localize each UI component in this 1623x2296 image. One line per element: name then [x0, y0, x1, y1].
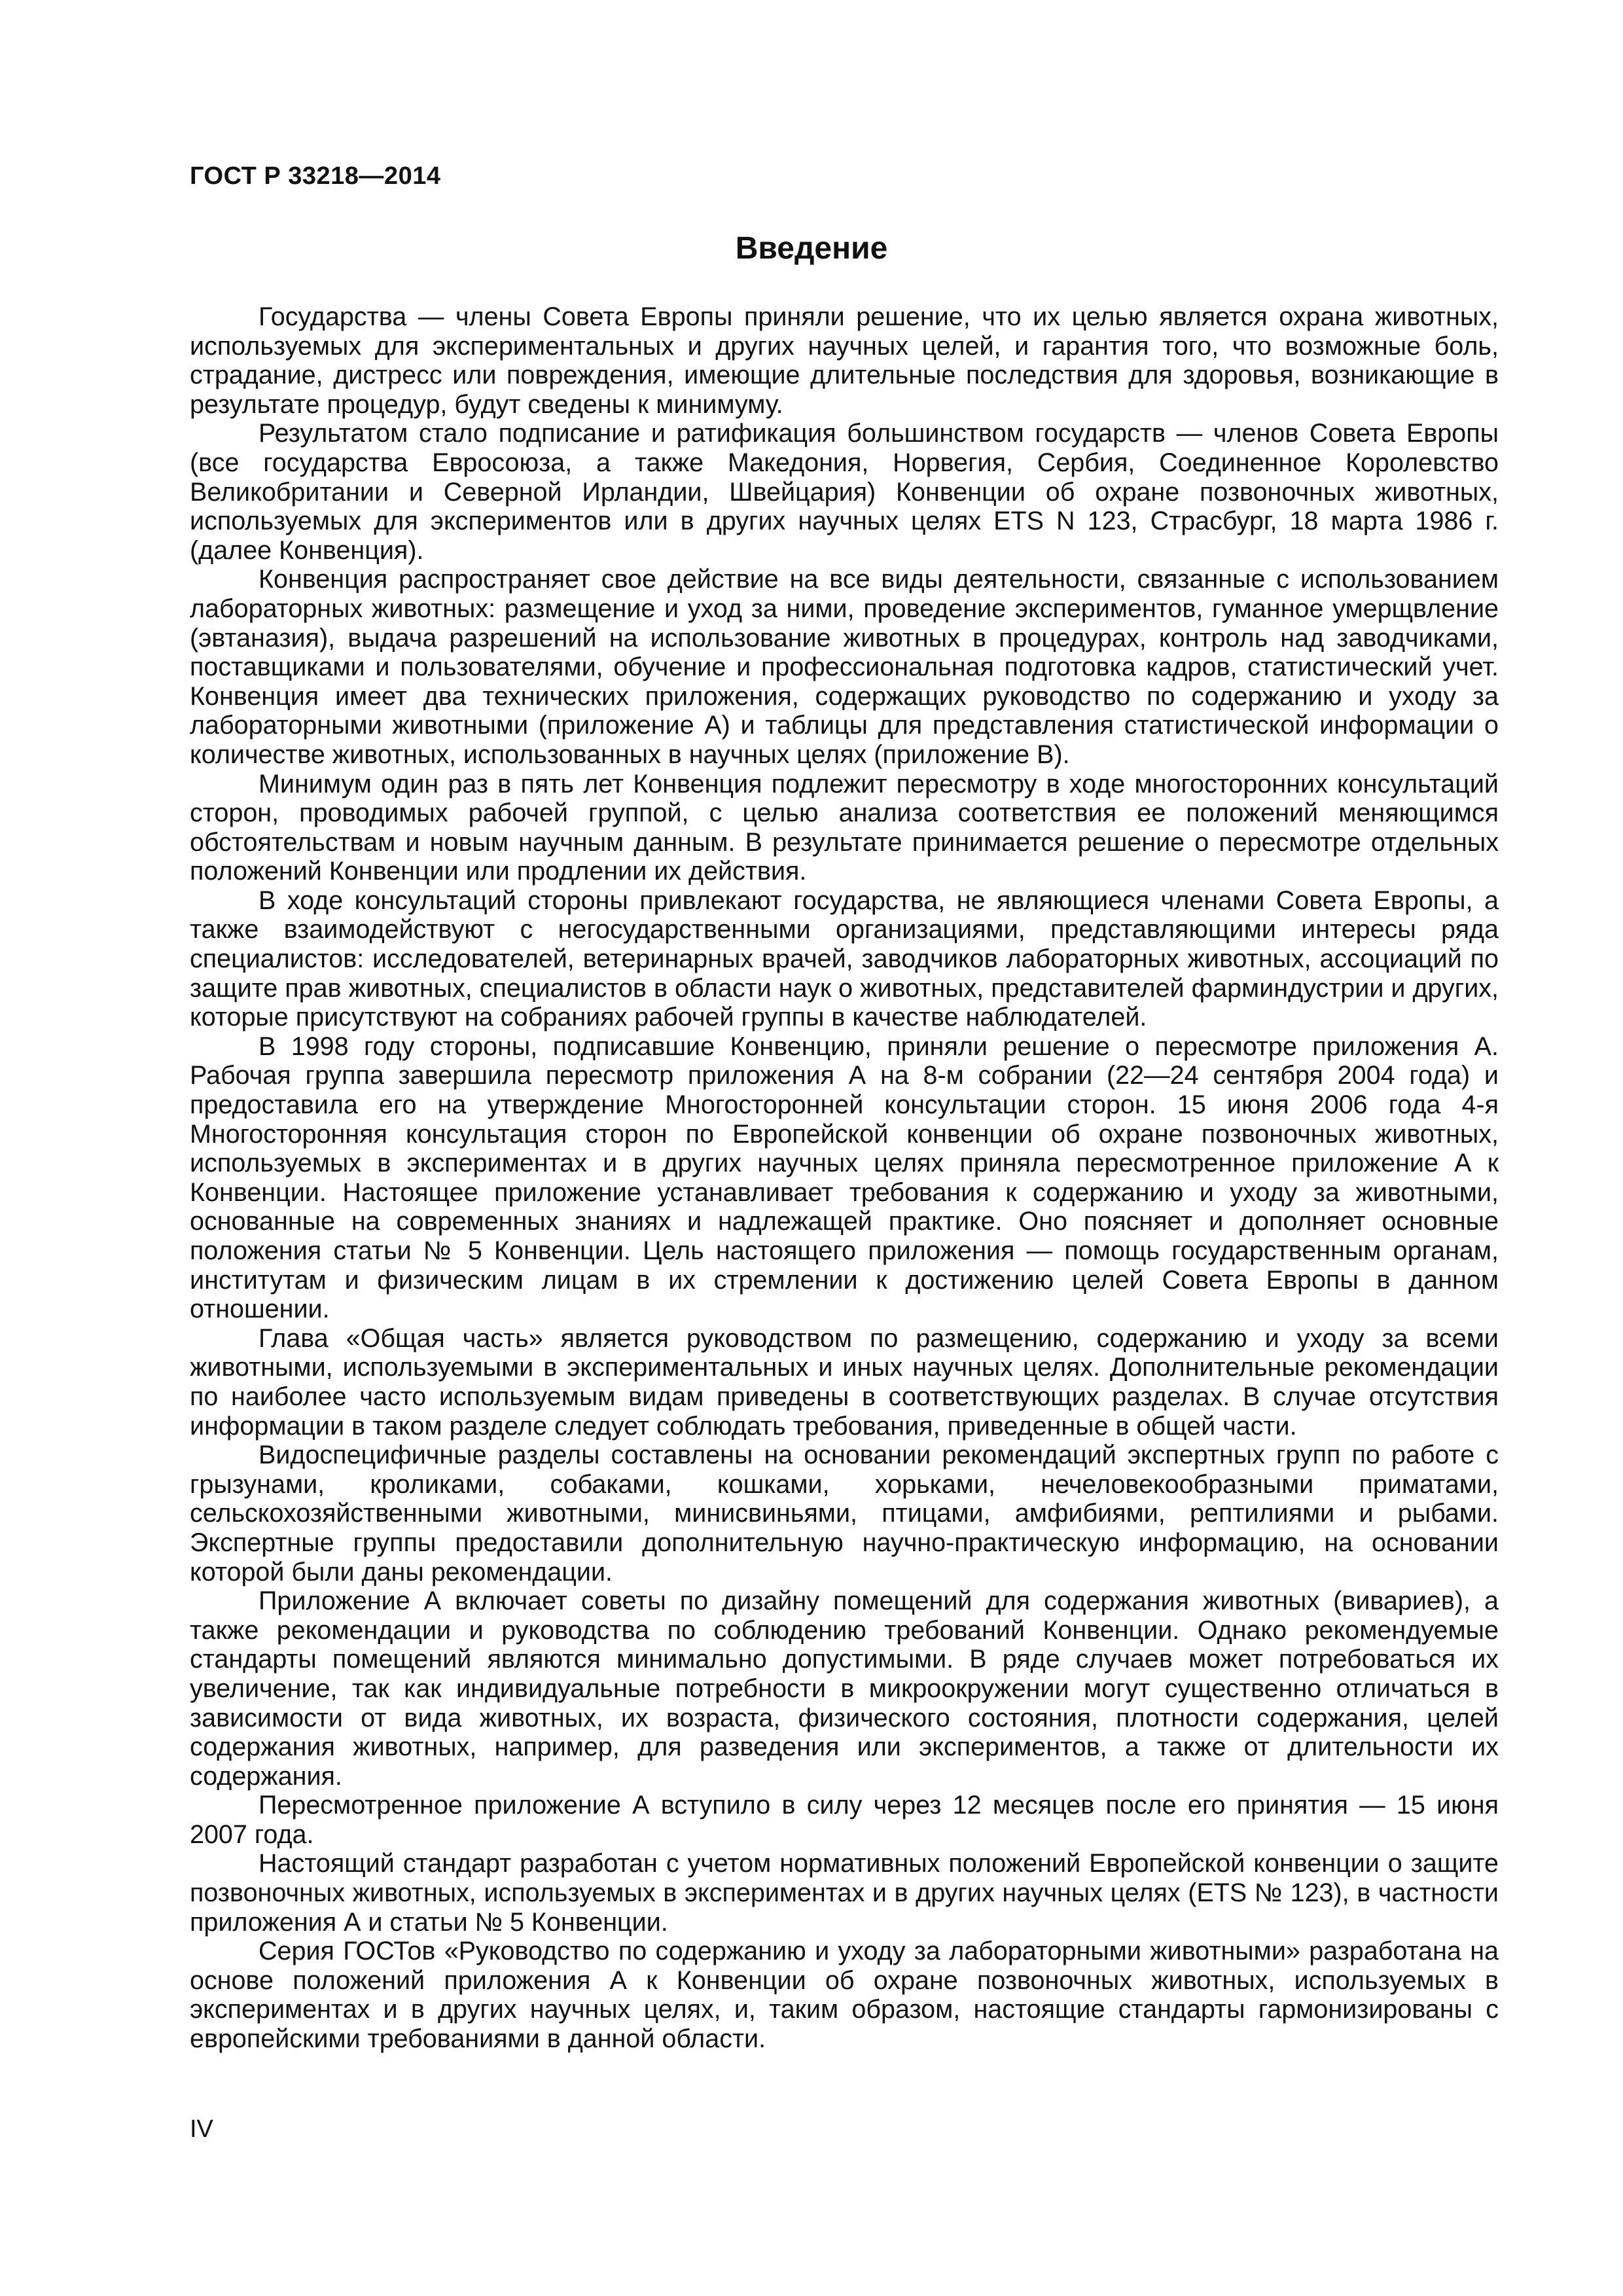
paragraph: В 1998 году стороны, подписавшие Конвенцию, приняли решение о пересмотре приложения А. Рабочая группа завершила пересмотр приложения А на 8-м собрании (22—24 сентября 2004 года) и предоставила его на утверждение Многосторонней консультации сторон. 15 июня 2006 года 4-я Многосторонняя консультация сторон по Европейской конвенции об охране позвоночных животных, используемых в экспериментах и в других научных целях приняла пересмотренное приложение А к Конвенции. Настоящее приложение устанавливает требования к содержанию и уходу за животными, основанные на современных знаниях и надлежащей практике. Оно поясняет и дополняет основные положения статьи № 5 Конвенции. Цель настоящего приложения — помощь государственным органам, институтам и физическим лицам в их стремлении к достижению целей Совета Европы в данном отношении.	[190, 1031, 1499, 1324]
page-number: IV	[190, 2115, 213, 2143]
paragraph: Приложение А включает советы по дизайну помещений для содержания животных (вивариев), а также рекомендации и руководства по соблюдению требований Конвенции. Однако рекомендуемые стандарты помещений являются минимально допустимыми. В ряде случаев может потребоваться их увеличение, так как индивидуальные потребности в микроокружении могут существенно отличаться в зависимости от вида животных, их возраста, физического состояния, плотности содержания, целей содержания животных, например, для разведения или экспериментов, а также от длительности их содержания.	[190, 1587, 1499, 1791]
paragraph: Минимум один раз в пять лет Конвенция подлежит пересмотру в ходе многосторонних консультаций сторон, проводимых рабочей группой, с целью анализа соответствия ее положений меняющимся обстоятельствам и новым научным данным. В результате принимается решение о пересмотре отдельных положений Конвенции или продлении их действия.	[190, 769, 1499, 886]
paragraph: Видоспецифичные разделы составлены на основании рекомендаций экспертных групп по работе с грызунами, кроликами, собаками, кошками, хорьками, нечеловекообразными приматами, сельскохозяйственными животными, минисвиньями, птицами, амфибиями, рептилиями и рыбами. Экспертные группы предоставили дополнительную научно-практическую информацию, на основании которой были даны рекомендации.	[190, 1441, 1499, 1587]
paragraph: Результатом стало подписание и ратификация большинством государств — членов Совета Европы (все государства Евросоюза, а также Македония, Норвегия, Сербия, Соединенное Королевство Великобритании и Северной Ирландии, Швейцария) Конвенции об охране позвоночных животных, используемых для экспериментов или в других научных целях ETS N 123, Страсбург, 18 марта 1986 г. (далее Конвенция).	[190, 419, 1499, 565]
paragraph: Глава «Общая часть» является руководством по размещению, содержанию и уходу за всеми животными, используемыми в экспериментальных и иных научных целях. Дополнительные рекомендации по наиболее часто используемым видам приведены в соответствующих разделах. В случае отсутствия информации в таком разделе следует соблюдать требования, приведенные в общей части.	[190, 1323, 1499, 1441]
paragraph: Конвенция распространяет свое действие на все виды деятельности, связанные с использованием лабораторных животных: размещение и уход за ними, проведение экспериментов, гуманное умерщвление (эвтаназия), выдача разрешений на использование животных в процедурах, контроль над заводчиками, поставщиками и пользователями, обучение и профессиональная подготовка кадров, статистический учет. Конвенция имеет два технических приложения, содержащих руководство по содержанию и уходу за лабораторными животными (приложение А) и таблицы для представления статистической информации о количестве животных, использованных в научных целях (приложение В).	[190, 565, 1499, 769]
section-title: Введение	[735, 231, 888, 266]
body-text	[190, 302, 1499, 2054]
document-code-header: ГОСТ Р 33218—2014	[190, 162, 441, 190]
paragraph: В ходе консультаций стороны привлекают государства, не являющиеся членами Совета Европы, а также взаимодействуют с негосударственными организациями, представляющими интересы ряда специалистов: исследователей, ветеринарных врачей, заводчиков лабораторных животных, ассоциаций по защите прав животных, специалистов в области наук о животных, представителей фарминдустрии и других, которые присутствуют на собраниях рабочей группы в качестве наблюдателей.	[190, 886, 1499, 1032]
paragraph: Настоящий стандарт разработан с учетом нормативных положений Европейской конвенции о защите позвоночных животных, используемых в экспериментах и в других научных целях (ETS № 123), в частности приложения А и статьи № 5 Конвенции.	[190, 1849, 1499, 1937]
paragraph: Государства — члены Совета Европы приняли решение, что их целью является охрана животных, используемых для экспериментальных и других научных целей, и гарантия того, что возможные боль, страдание, дистресс или повреждения, имеющие длительные последствия для здоровья, возникающие в результате процедур, будут сведены к минимуму.	[190, 302, 1499, 419]
paragraph: Пересмотренное приложение А вступило в силу через 12 месяцев после его принятия — 15 июня 2007 года.	[190, 1791, 1499, 1849]
paragraph: Серия ГОСТов «Руководство по содержанию и уходу за лабораторными животными» разработана на основе положений приложения А к Конвенции об охране позвоночных животных, используемых в экспериментах и в других научных целях, и, таким образом, настоящие стандарты гармонизированы с европейскими требованиями в данной области.	[190, 1937, 1499, 2054]
